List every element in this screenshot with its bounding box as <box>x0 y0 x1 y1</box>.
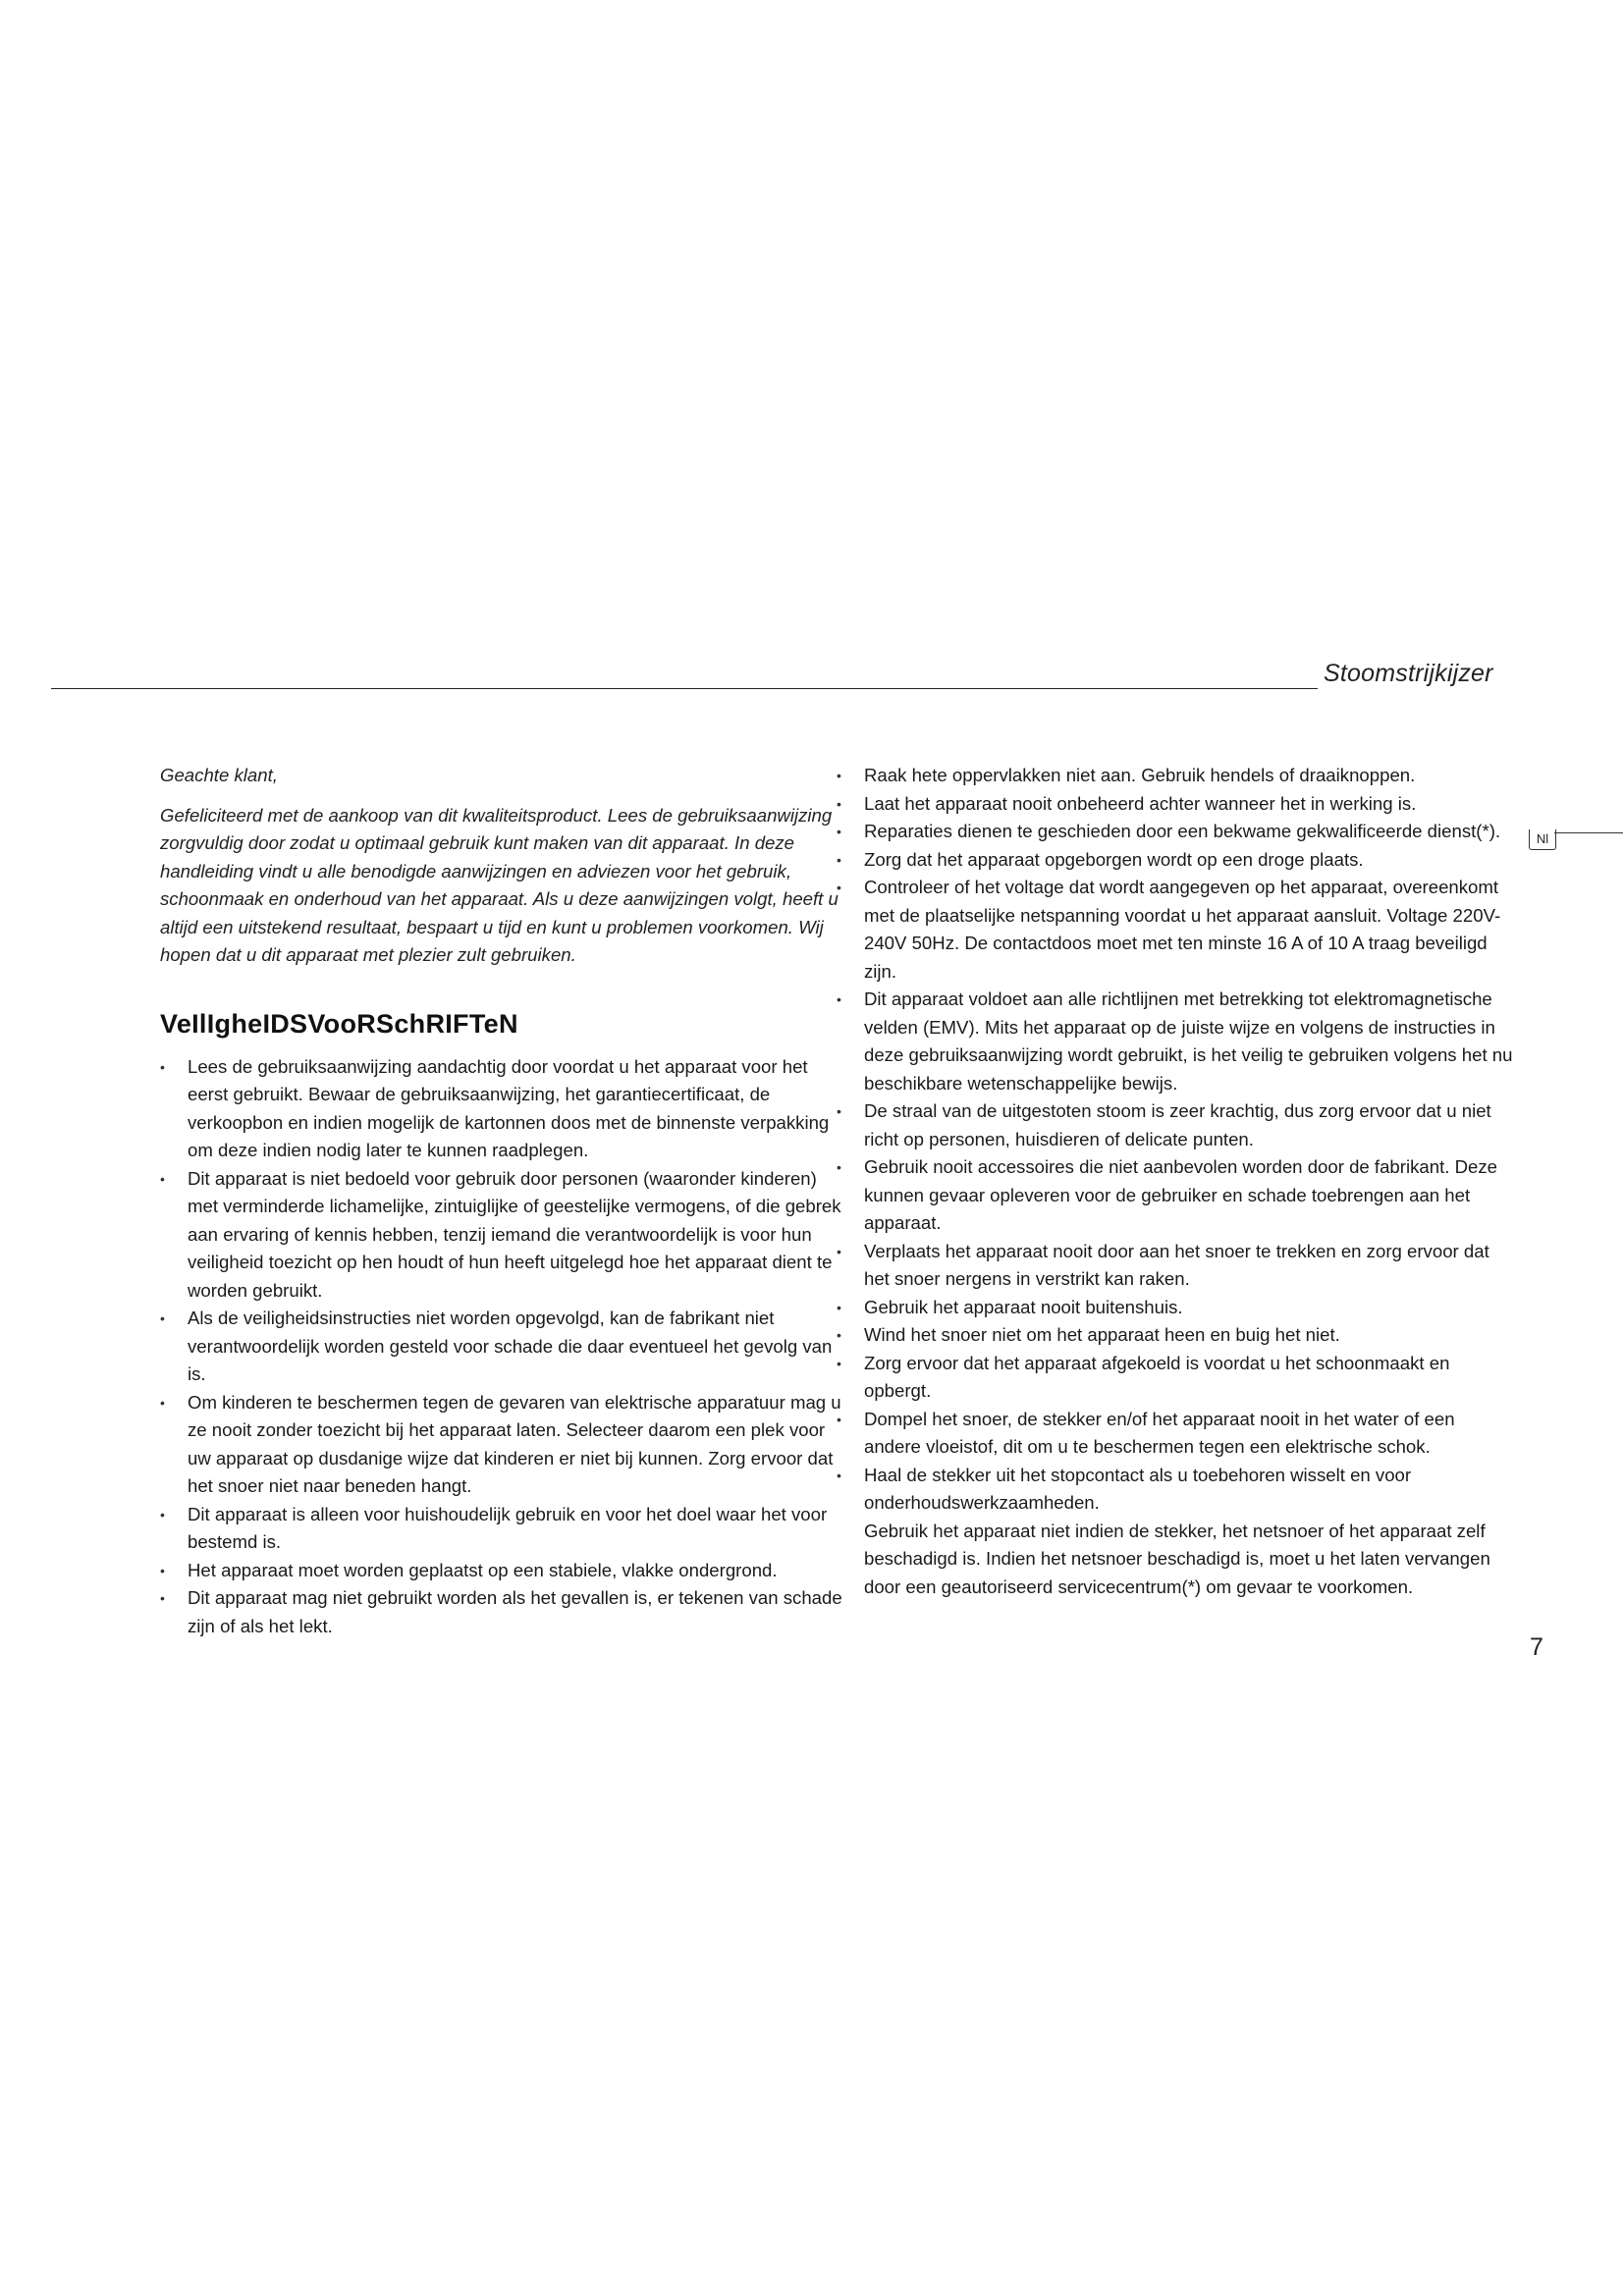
language-tab <box>1525 829 1623 855</box>
list-item: • Het apparaat moet worden geplaatst op een stabiele, vlakke ondergrond. <box>160 1557 847 1585</box>
list-item: • Gebruik nooit accessoires die niet aanbevolen worden door de fabrikant. Deze kunnen gevaar opleveren voor de gebruiker en schade toebrengen aan het apparaat. <box>837 1153 1514 1238</box>
list-item: • Dit apparaat is alleen voor huishoudelijk gebruik en voor het doel waar het voor bestemd is. <box>160 1501 847 1557</box>
list-item: • Dit apparaat is niet bedoeld voor gebruik door personen (waaronder kinderen) met verminderde lichamelijke, zintuiglijke of geestelijke vermogens, of die gebrek aan ervaring of kennis hebben, tenzij iemand die verantwoordelijk is voor hun veiligheid toezicht op hen houdt of hun heeft uitgelegd hoe het apparaat dient te worden gebruikt. <box>160 1165 847 1306</box>
list-item: • Lees de gebruiksaanwijzing aandachtig door voordat u het apparaat voor het eerst gebruikt. Bewaar de gebruiksaanwijzing, het garantiecertificaat, de verkoopbon en indien mogelijk de kartonnen doos met de binnenste verpakking om deze indien nodig later te kunnen raadplegen. <box>160 1053 847 1165</box>
right-column <box>837 762 1514 1601</box>
list-item: • De straal van de uitgestoten stoom is zeer krachtig, dus zorg ervoor dat u niet richt op personen, huisdieren of delicate punten. <box>837 1097 1514 1153</box>
page-number: 7 <box>1530 1633 1543 1661</box>
list-item: • Laat het apparaat nooit onbeheerd achter wanneer het in werking is. <box>837 790 1514 819</box>
list-item: • Wind het snoer niet om het apparaat heen en buig het niet. <box>837 1321 1514 1350</box>
list-item-continuation: Gebruik het apparaat niet indien de stekker, het netsnoer of het apparaat zelf beschadigd is. Indien het netsnoer beschadigd is, moet u het laten vervangen door een geautoriseerd servicecentrum(*) om gevaar te voorkomen. <box>864 1520 1490 1597</box>
header-rule <box>51 688 1318 689</box>
list-item: • Dompel het snoer, de stekker en/of het apparaat nooit in het water of een andere vloeistof, dit om u te beschermen tegen een elektrische schok. <box>837 1406 1514 1462</box>
list-item: • Zorg dat het apparaat opgeborgen wordt op een droge plaats. <box>837 846 1514 875</box>
list-item: • Gebruik het apparaat nooit buitenshuis. <box>837 1294 1514 1322</box>
list-item-last <box>837 1462 1514 1602</box>
list-item: • Dit apparaat mag niet gebruikt worden als het gevallen is, er tekenen van schade zijn of als het lekt. <box>160 1584 847 1640</box>
section-title: VeIlIgheIDSVooRSchRIFTeN <box>160 1008 518 1039</box>
greeting: Geachte klant, <box>160 765 278 785</box>
list-item: • Dit apparaat voldoet aan alle richtlijnen met betrekking tot elektromagnetische velden (EMV). Mits het apparaat op de juiste wijze en volgens de instructies in deze gebruiksaanwijzing wordt gebruikt, is het veilig te gebruiken volgens het nu beschikbare wetenschappelijke bewijs. <box>837 986 1514 1097</box>
page-header-title: Stoomstrijkijzer <box>1324 660 1493 687</box>
intro-paragraph: Gefeliciteerd met de aankoop van dit kwaliteitsproduct. Lees de gebruiksaanwijzing zorgvuldig door zodat u optimaal gebruik kunt maken van dit apparaat. In deze handleiding vindt u alle benodigde aanwijzingen en adviezen voor het gebruik, schoonmaak en onderhoud van het apparaat. Als u deze aanwijzingen volgt, heeft u altijd een uitstekend resultaat, bespaart u tijd en kunt u problemen voorkomen. Wij hopen dat u dit apparaat met plezier zult gebruiken. <box>160 804 839 965</box>
list-item-text: Haal de stekker uit het stopcontact als u toebehoren wisselt en voor onderhoudswerkzaamheden. <box>864 1464 1412 1513</box>
list-item: • Om kinderen te beschermen tegen de gevaren van elektrische apparatuur mag u ze nooit zonder toezicht bij het apparaat laten. Selecteer daarom een plek voor uw apparaat op dusdanige wijze dat kinderen er niet bij kunnen. Zorg ervoor dat het snoer niet naar beneden hangt. <box>160 1389 847 1501</box>
list-item: • Als de veiligheidsinstructies niet worden opgevolgd, kan de fabrikant niet verantwoordelijk worden gesteld voor schade die daar eventueel het gevolg van is. <box>160 1305 847 1389</box>
language-tab-line <box>1554 832 1623 833</box>
list-item: • Verplaats het apparaat nooit door aan het snoer te trekken en zorg ervoor dat het snoer nergens in verstrikt kan raken. <box>837 1238 1514 1294</box>
list-item: • Raak hete oppervlakken niet aan. Gebruik hendels of draaiknoppen. <box>837 762 1514 790</box>
list-item: • Reparaties dienen te geschieden door een bekwame gekwalificeerde dienst(*). <box>837 818 1514 846</box>
language-tab-label: Nl <box>1529 829 1556 850</box>
left-column <box>160 762 847 1640</box>
list-item: • Controleer of het voltage dat wordt aangegeven op het apparaat, overeenkomt met de plaatselijke netspanning voordat u het apparaat aansluit. Voltage 220V-240V 50Hz. De contactdoos moet met ten minste 16 A of 10 A traag beveiligd zijn. <box>837 874 1514 986</box>
safety-list-right <box>837 762 1514 1601</box>
safety-list-left <box>160 1053 847 1641</box>
list-item: • Zorg ervoor dat het apparaat afgekoeld is voordat u het schoonmaakt en opbergt. <box>837 1350 1514 1406</box>
